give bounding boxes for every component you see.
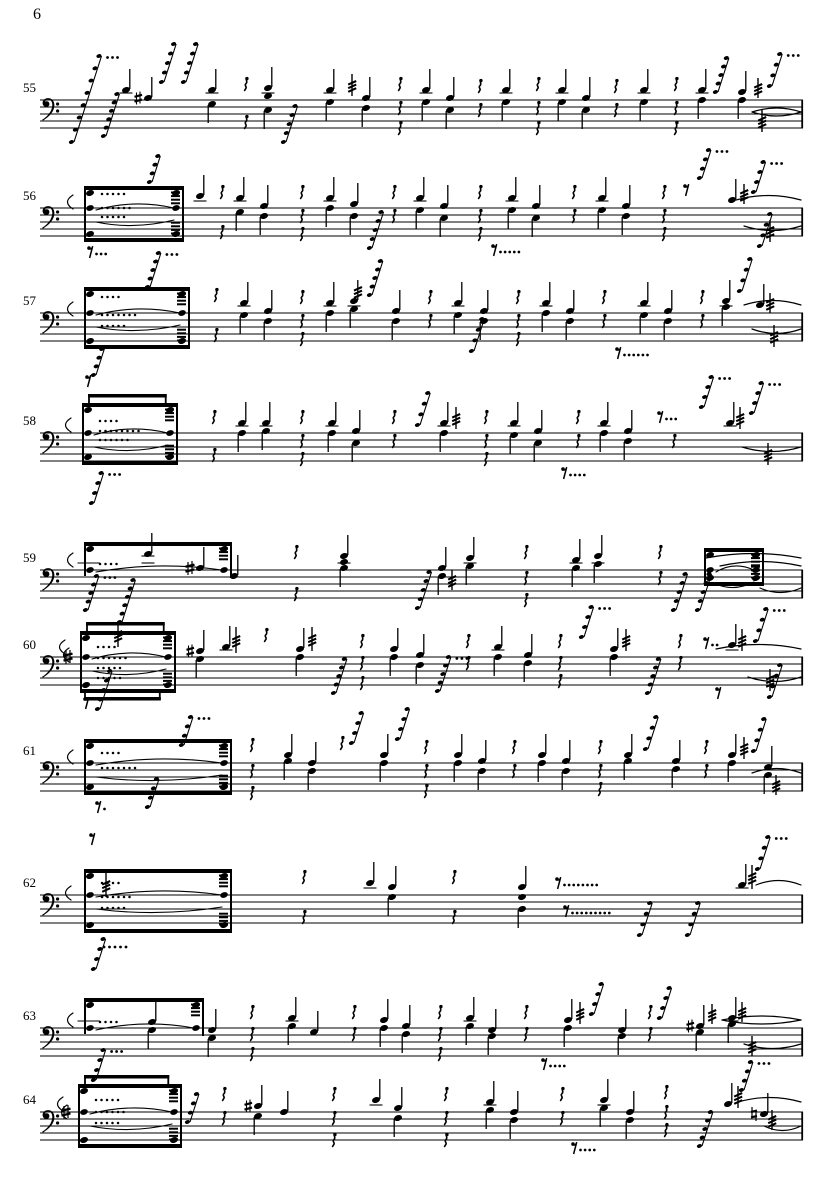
system [23,250,803,377]
system [23,374,803,505]
system [23,1059,803,1154]
system [23,604,803,711]
system [23,41,803,144]
measure-number: 59 [23,550,36,565]
measure-number: 55 [23,80,36,95]
system-notation [40,1059,803,1154]
measure-number: 57 [23,293,36,308]
system [23,833,803,971]
measure-number: 58 [23,413,36,428]
system-notation [40,833,803,971]
system [23,147,803,258]
system-notation [40,604,803,711]
measure-number: 64 [23,1092,36,1107]
system-notation [40,533,803,625]
system-notation [40,374,803,505]
measure-number: 60 [23,637,36,652]
system-notation [40,250,803,377]
system [23,981,803,1082]
measure-number: 62 [23,875,36,890]
system-notation [40,706,803,813]
measure-number: 56 [23,188,36,203]
system-notation [40,147,803,258]
page-number: 6 [33,6,41,23]
system [23,533,803,625]
measure-number: 61 [23,743,36,758]
system [23,706,803,813]
system-notation [40,41,803,144]
measure-number: 63 [23,1008,36,1023]
system-notation [40,981,803,1082]
